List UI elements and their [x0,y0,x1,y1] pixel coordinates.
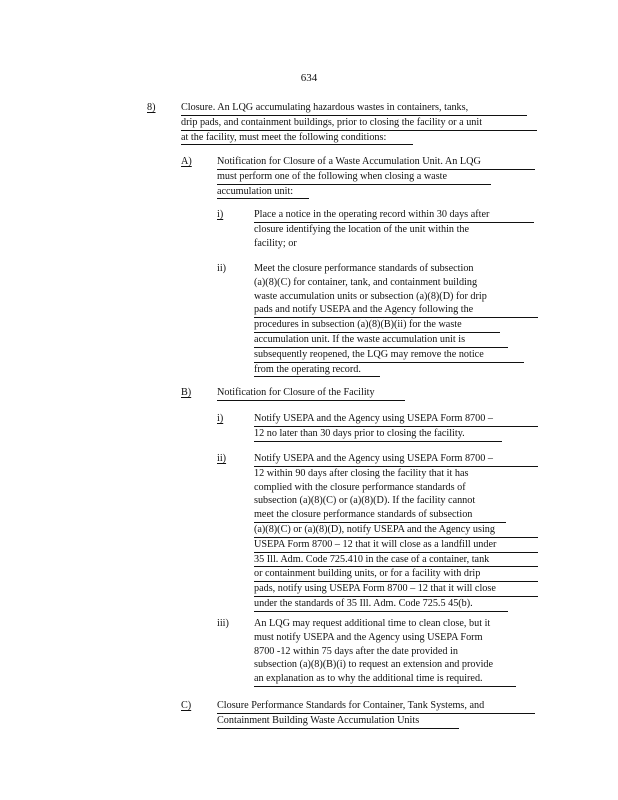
item-8-text [181,101,537,145]
item-b-label: B) [181,387,192,398]
item-a-ii-line: Meet the closure performance standards of subsection [254,263,474,274]
item-a-ii-label: ii) [217,263,227,274]
item-b-iii-line: An LQG may request additional time to clean close, but it [254,618,491,629]
item-b-i-text [254,412,538,442]
item-a-line: must perform one of the following when closing a waste [217,170,491,185]
item-b-iii-line: subsection (a)(8)(B)(i) to request an extension and provide [254,659,494,671]
item-b-ii-line: Notify USEPA and the Agency using USEPA Form 8700 – [254,452,538,467]
item-a-ii-line: waste accumulation units or subsection (a)(8)(D) for drip [254,290,487,302]
item-a-i-line: Place a notice in the operating record within 30 days after [254,208,534,223]
item-c-line: Closure Performance Standards for Container, Tank Systems, and [217,699,535,714]
item-b-ii-line: (a)(8)(C) or (a)(8)(D), notify USEPA and the Agency using [254,523,538,538]
item-a-ii-line: subsequently reopened, the LQG may remove the notice [254,348,524,363]
item-8-line: at the facility, must meet the following conditions: [181,131,413,146]
item-c-text [217,699,539,729]
item-b-iii-line: 8700 -12 within 75 days after the date provided in [254,645,458,657]
item-b-ii-line: 12 within 90 days after closing the facility that it has [254,467,469,479]
item-8-label: 8) [147,102,156,113]
item-b-line: Notification for Closure of the Facility [217,386,405,401]
item-b-i-line: Notify USEPA and the Agency using USEPA Form 8700 – [254,412,538,427]
item-a-ii-line: pads and notify USEPA and the Agency following the [254,303,538,318]
item-b-ii-line: subsection (a)(8)(C) or (a)(8)(D). If the facility cannot [254,495,476,507]
item-b-ii-line: USEPA Form 8700 – 12 that it will close as a landfill under [254,538,538,553]
item-b-iii-text [254,617,538,687]
item-b-ii-line: or containment building units, or for a facility with drip [254,567,538,582]
item-b-i-label: i) [217,413,224,424]
item-b-ii-line: complied with the closure performance standards of [254,481,466,493]
item-a-line: accumulation unit: [217,185,309,200]
item-b-ii-label: ii) [217,453,227,464]
item-a-ii-line: from the operating record. [254,363,380,378]
item-a-line: Notification for Closure of a Waste Accumulation Unit. An LQG [217,155,535,170]
item-a-ii-line: (a)(8)(C) for container, tank, and containment building [254,276,478,288]
item-b-iii-label: iii) [217,618,229,629]
item-b-text [217,386,539,401]
item-b-ii-text [254,452,538,612]
item-b-i-line: 12 no later than 30 days prior to closing the facility. [254,427,502,442]
item-c-line: Containment Building Waste Accumulation Units [217,714,459,729]
item-b-ii-line: under the standards of 35 Ill. Adm. Code 725.5 45(b). [254,597,508,612]
item-a-ii-line: accumulation unit. If the waste accumulation unit is [254,333,508,348]
item-a-i-text [254,208,538,250]
item-b-iii-line: an explanation as to why the additional time is required. [254,672,516,687]
item-b-iii-line: must notify USEPA and the Agency using USEPA Form [254,631,483,643]
item-c-label: C) [181,700,192,711]
item-b-ii-line: 35 Ill. Adm. Code 725.410 in the case of a container, tank [254,553,538,568]
item-8-line: Closure. An LQG accumulating hazardous wastes in containers, tanks, [181,101,527,116]
item-a-ii-line: procedures in subsection (a)(8)(B)(ii) for the waste [254,318,500,333]
item-8-line: drip pads, and containment buildings, prior to closing the facility or a unit [181,116,537,131]
page-number: 634 [300,72,318,84]
item-a-i-line: closure identifying the location of the unit within the [254,223,470,235]
item-a-ii-text [254,262,538,377]
item-b-ii-line: pads, notify using USEPA Form 8700 – 12 that it will close [254,582,538,597]
item-a-text [217,155,539,199]
item-a-label: A) [181,156,192,167]
item-a-i-label: i) [217,209,224,220]
item-b-ii-line: meet the closure performance standards of subsection [254,508,506,523]
item-a-i-line: facility; or [254,237,297,249]
